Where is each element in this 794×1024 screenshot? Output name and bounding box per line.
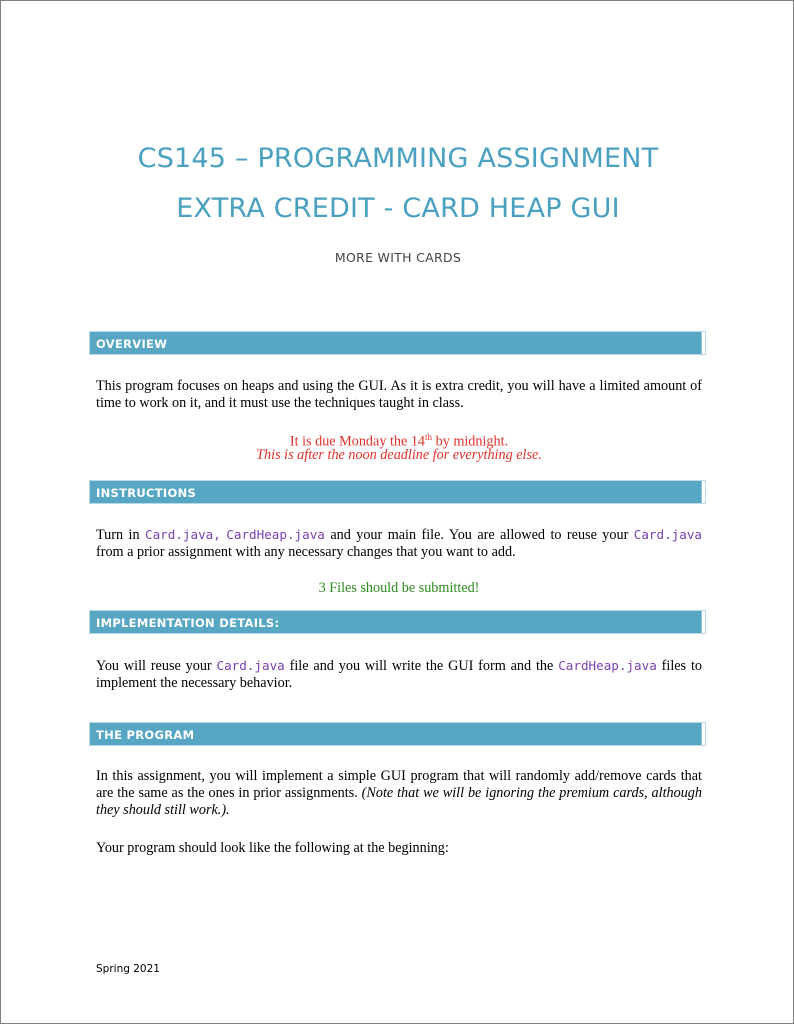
instructions-text-2: and your main file. You are allowed to reuse your <box>324 527 634 543</box>
instructions-paragraph <box>96 526 702 561</box>
program-heading-bar <box>89 722 706 746</box>
deadline-note: This is after the noon deadline for everything else. <box>256 447 542 463</box>
code-card-java: Card.java, <box>145 527 221 542</box>
page-footer: Spring 2021 <box>96 963 160 975</box>
code-card-java-3: Card.java <box>216 658 285 673</box>
implementation-text-3: files to implement the necessary behavior. <box>96 658 702 691</box>
implementation-heading-bar <box>89 610 706 634</box>
due-date-text-end: by midnight. <box>432 433 509 450</box>
program-paragraph-2: Your program should look like the following at the beginning: <box>96 840 449 856</box>
instructions-heading-bar <box>89 480 706 504</box>
overview-paragraph: This program focuses on heaps and using the GUI. As it is extra credit, you will have a limited amount of time to work on it, and it must use the techniques taught in class. <box>96 378 702 411</box>
implementation-heading: IMPLEMENTATION DETAILS: <box>96 616 280 630</box>
instructions-text-1: Turn in <box>96 527 146 543</box>
program-paragraph <box>96 768 702 819</box>
instructions-heading: INSTRUCTIONS <box>96 486 197 500</box>
due-date-suffix: th <box>425 432 433 442</box>
implementation-text-2: file and you will write the GUI form and the <box>284 658 559 674</box>
files-submitted-note: 3 Files should be submitted! <box>318 580 480 596</box>
program-italic-note: (Note that we will be ignoring the premium cards, although they should still work.). <box>96 785 702 818</box>
instructions-text-3: from a prior assignment with any necessary changes that you want to add. <box>96 544 516 560</box>
code-card-java-2: Card.java <box>633 527 703 542</box>
document-title-line1: CS145 – PROGRAMMING ASSIGNMENT <box>137 143 659 174</box>
due-date-text: It is due Monday the 14 <box>289 433 426 450</box>
overview-heading: OVERVIEW <box>96 337 168 351</box>
document-subtitle: MORE WITH CARDS <box>334 250 462 265</box>
code-cardheap-java: CardHeap.java <box>226 527 325 542</box>
document-title-line2: EXTRA CREDIT - CARD HEAP GUI <box>176 193 620 224</box>
program-text: In this assignment, you will implement a simple GUI program that will randomly add/remove cards that are the same as the ones in prior assignments. <box>96 768 702 801</box>
code-cardheap-java-2: CardHeap.java <box>558 658 657 673</box>
program-heading: THE PROGRAM <box>96 728 195 742</box>
implementation-paragraph <box>96 657 702 692</box>
implementation-text-1: You will reuse your <box>96 658 217 674</box>
overview-heading-bar <box>89 331 706 355</box>
